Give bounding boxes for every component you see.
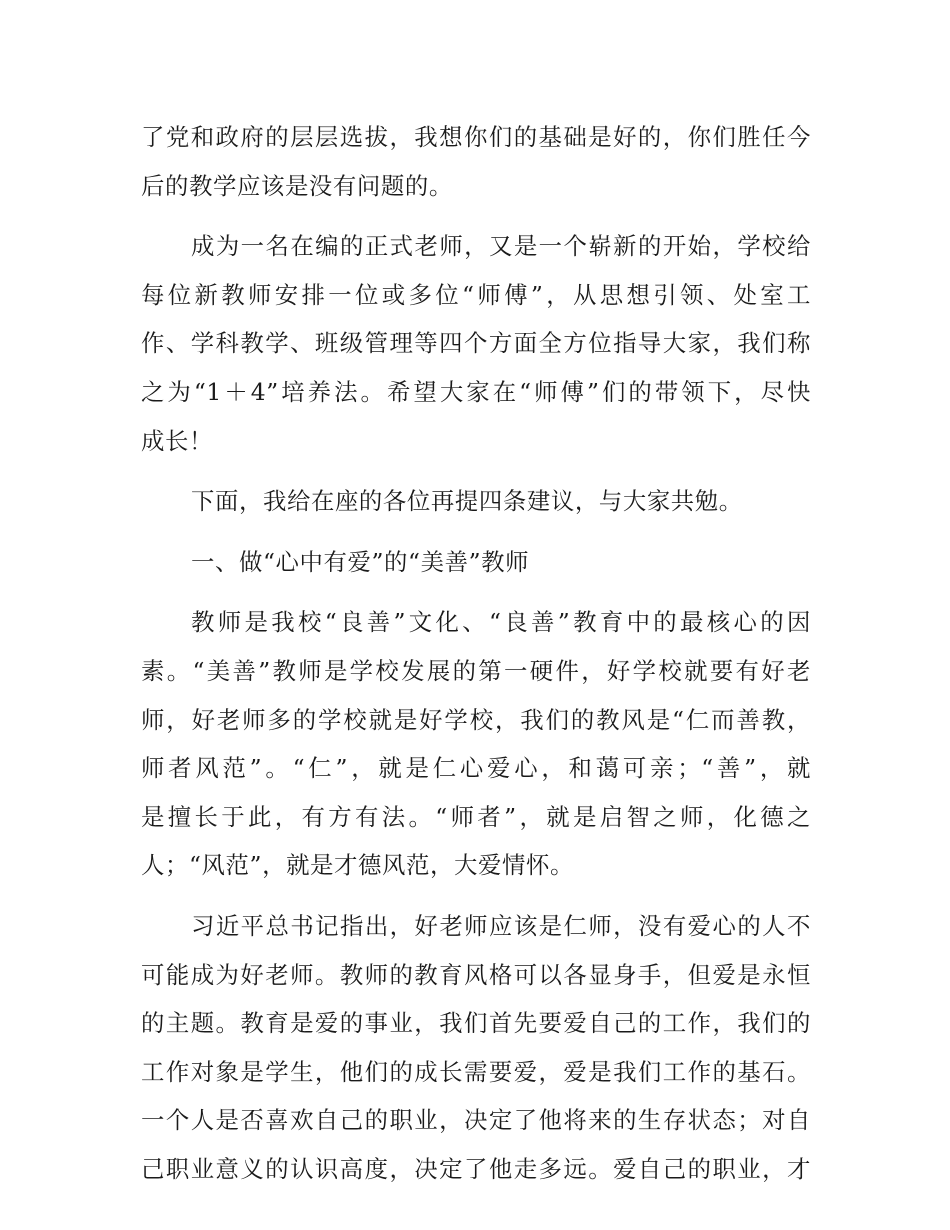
text-line: 习近平总书记指出，好老师应该是仁师，没有爱心的人不 [191, 911, 811, 940]
text-line: 人；“风范”，就是才德风范，大爱情怀。 [141, 851, 574, 880]
text-line: 作、学科教学、班级管理等四个方面全方位指导大家，我们称 [141, 329, 811, 358]
text-line: 每位新教师安排一位或多位“师傅”，从思想引领、处室工 [141, 280, 811, 309]
text-line: 工作对象是学生，他们的成长需要爱，爱是我们工作的基石。 [141, 1057, 811, 1086]
text-line: 是擅长于此，有方有法。“师者”，就是启智之师，化德之 [141, 802, 811, 831]
text-line: 之为“1＋4”培养法。希望大家在“师傅”们的带领下，尽快 [141, 377, 811, 406]
paragraph [141, 222, 811, 465]
body-text [141, 113, 811, 1193]
section-heading [141, 538, 811, 587]
text-line: 己职业意义的认识高度，决定了他走多远。爱自己的职业，才 [141, 1154, 811, 1183]
text-line: 师者风范”。“仁”，就是仁心爱心，和蔼可亲；“善”，就 [141, 754, 811, 783]
text-line: 后的教学应该是没有问题的。 [141, 171, 453, 200]
paragraph [141, 902, 811, 1194]
text-line: 成长！ [141, 426, 213, 455]
text-line: 可能成为好老师。教师的教育风格可以各显身手，但爱是永恒 [141, 960, 811, 989]
paragraph [141, 113, 811, 210]
text-line: 成为一名在编的正式老师，又是一个崭新的开始，学校给 [191, 232, 811, 261]
text-line: 了党和政府的层层选拔，我想你们的基础是好的，你们胜任今 [141, 123, 811, 151]
text-line: 下面，我给在座的各位再提四条建议，与大家共勉。 [191, 487, 743, 516]
paragraph [141, 477, 811, 526]
text-line: 的主题。教育是爱的事业，我们首先要爱自己的工作，我们的 [141, 1009, 811, 1038]
text-line: 师，好老师多的学校就是好学校，我们的教风是“仁而善教， [141, 705, 811, 734]
paragraph [141, 598, 811, 890]
text-line: 素。“美善”教师是学校发展的第一硬件，好学校就要有好老 [141, 656, 811, 685]
text-line: 一个人是否喜欢自己的职业，决定了他将来的生存状态；对自 [141, 1106, 811, 1135]
text-line: 一、做“心中有爱”的“美善”教师 [191, 547, 530, 576]
text-line: 教师是我校“良善”文化、“良善”教育中的最核心的因 [191, 608, 811, 637]
